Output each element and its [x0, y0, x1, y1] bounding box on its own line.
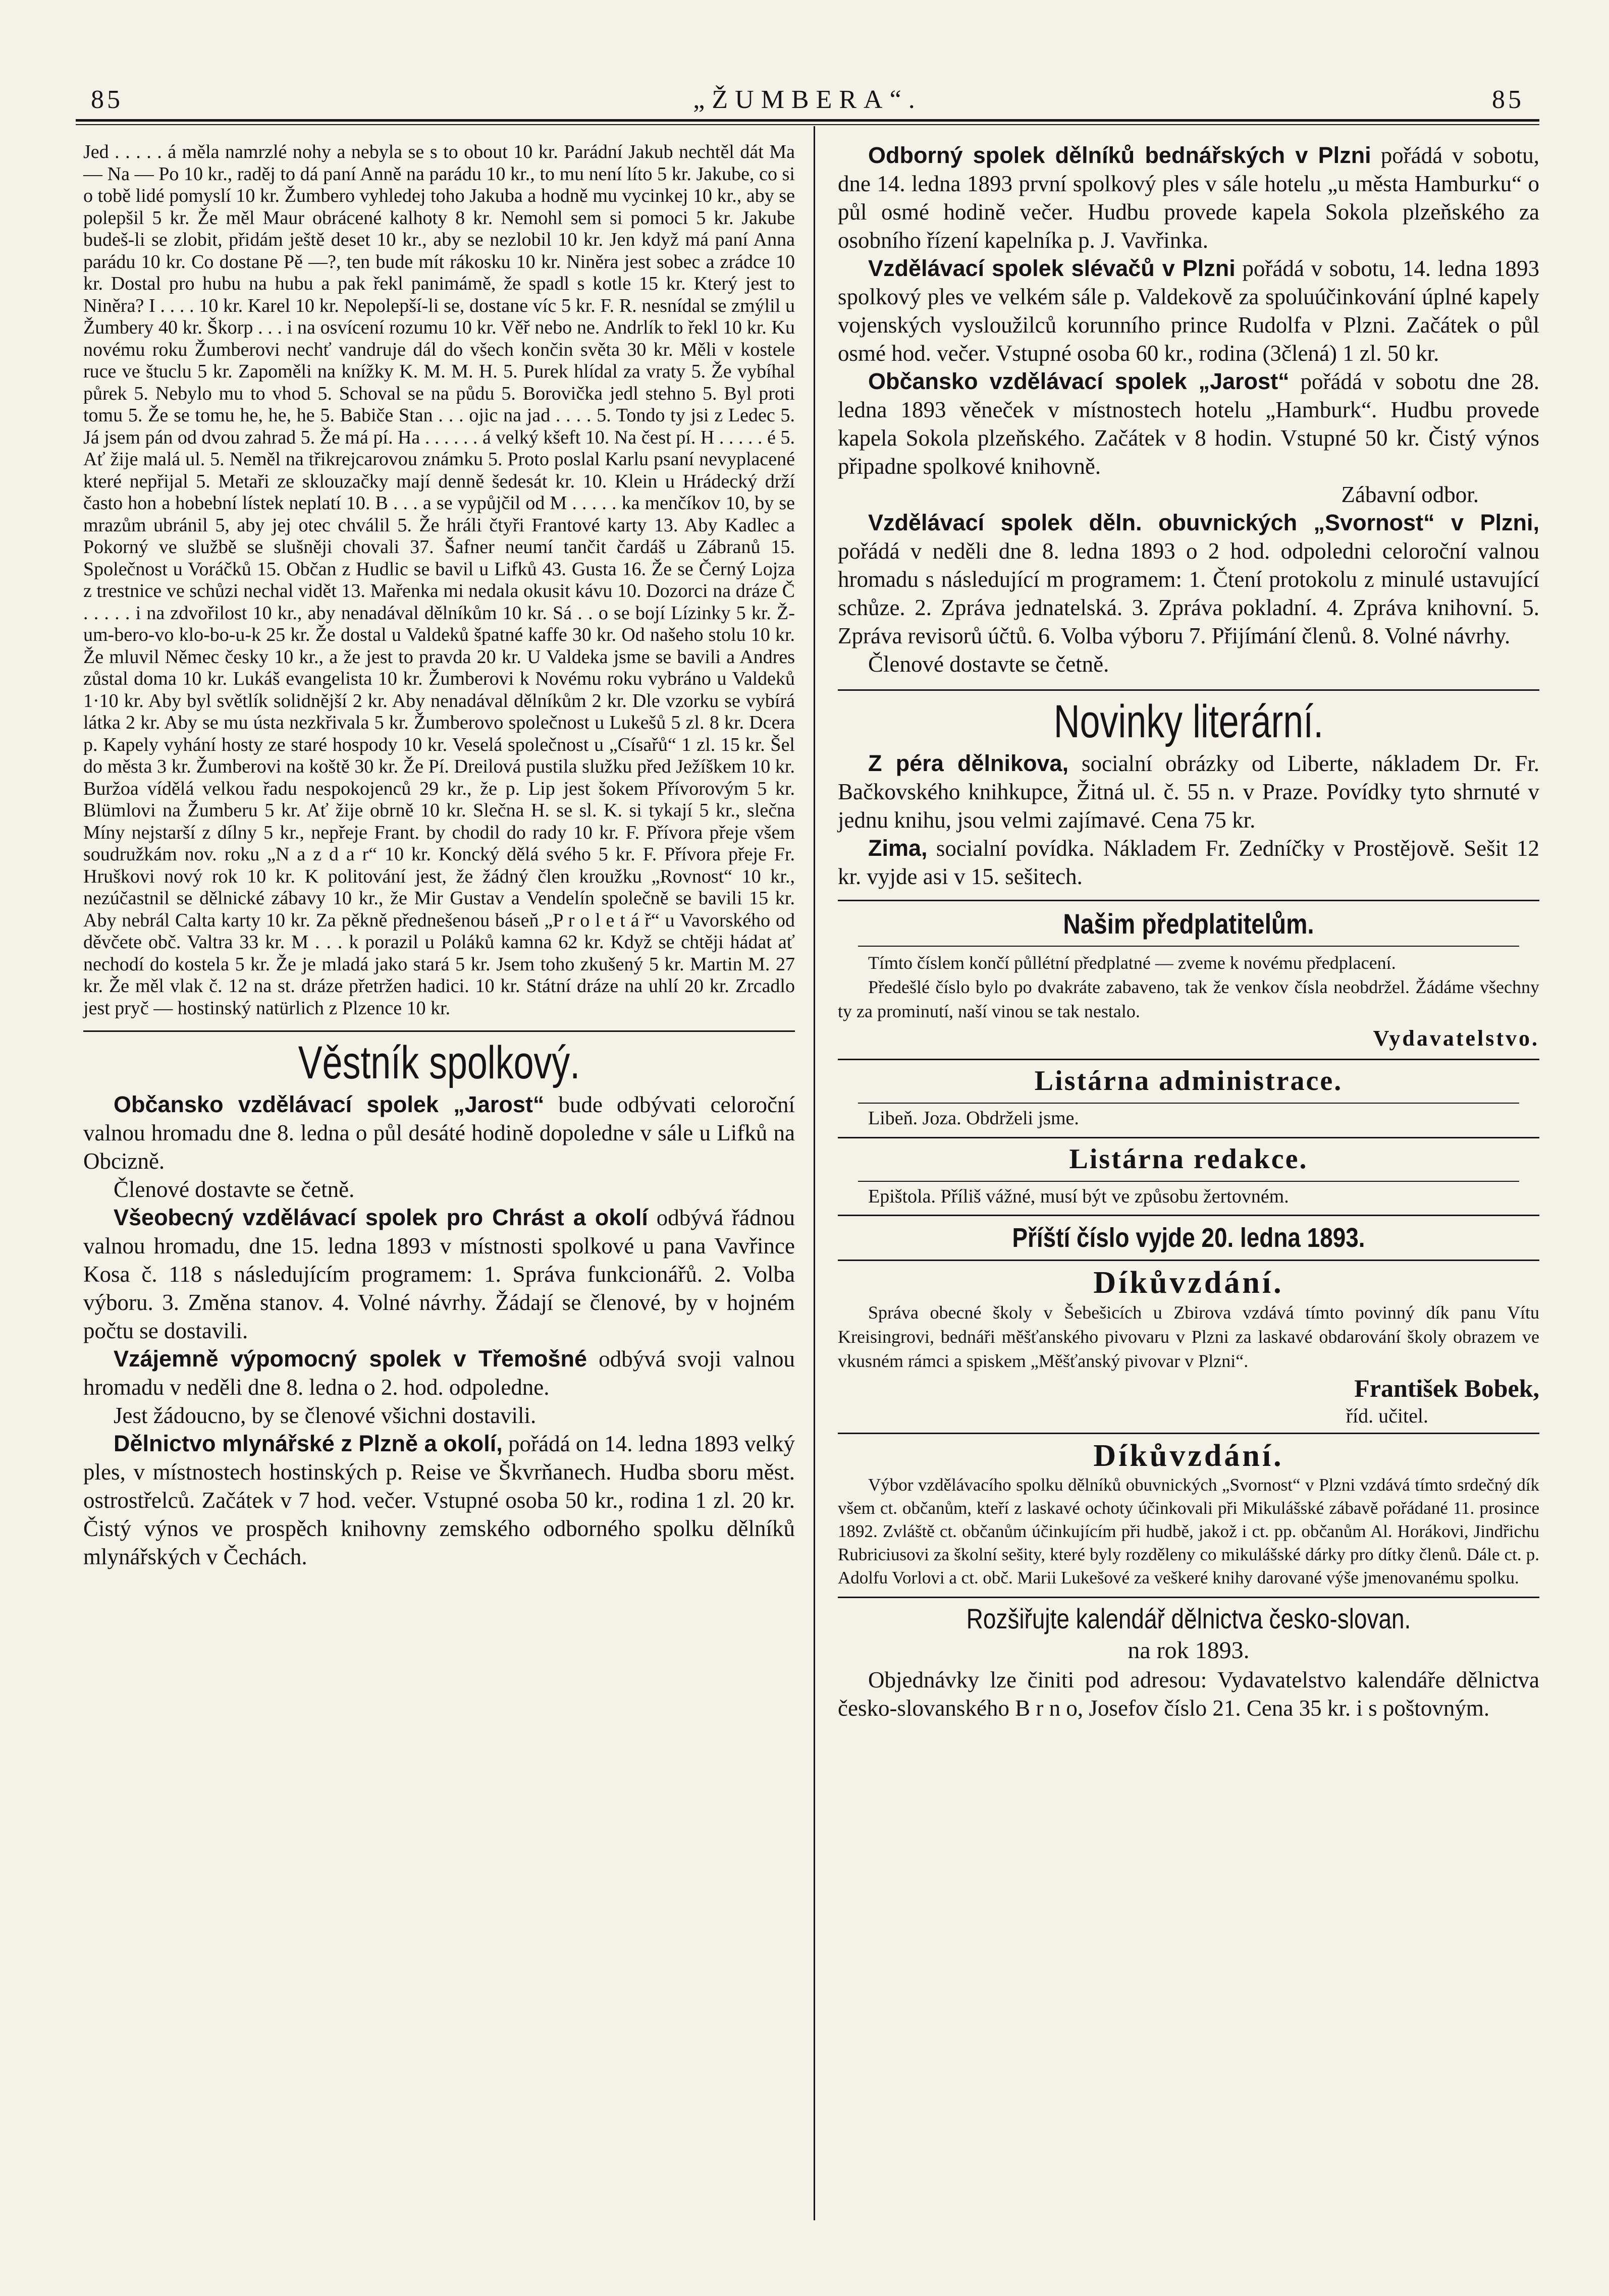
section-rule [838, 1215, 1539, 1216]
book-notice-1-title: Z péra dělnikova, [868, 750, 1069, 776]
calendar-ad-subtitle: na rok 1893. [1128, 1637, 1250, 1664]
book-notice-1 [838, 749, 1539, 834]
title-underline [858, 946, 1519, 947]
editorial-letters-text: Epištola. Příliš vážné, musí být ve způsobu žertovném. [868, 1185, 1289, 1207]
notice-tremosna-end: Jest žádoucno, by se členové všichni dostavili. [114, 1403, 537, 1428]
notice-chrast-name: Všeobecný vzdělávací spolek pro Chrást a okolí [114, 1205, 648, 1230]
notice-jarost-vinecek-name: Občansko vzdělávací spolek „Jarost“ [868, 368, 1290, 394]
section-rule [838, 1137, 1539, 1138]
section-rule [838, 689, 1539, 691]
vestnik-title: Věstník spolkový. [298, 1037, 580, 1088]
notice-jarost-name: Občansko vzdělávací spolek „Jarost“ [114, 1091, 545, 1117]
subscribers-title: Našim předplatitelům. [1063, 908, 1314, 940]
notice-bednari [838, 141, 1539, 254]
book-notice-2-text: socialní povídka. Nákladem Fr. Zedníčky v Prostějově. Sešit 12 kr. vyjde asi v 15. sešitech. [838, 836, 1539, 889]
notice-svornost-name: Vzdělávací spolek děln. obuvnických „Svornost“ v Plzni, [868, 510, 1539, 535]
notice-mlynari-text: pořádá on 14. ledna 1893 velký ples, v místnostech hostinských p. Reise ve Škvrňanech. Hudba sboru měst. ostrostřelců. Začátek v 7 hod. večer. Vstupné osoba 50 kr., rodina 1 zl. 20 kr. Čistý výnos ve prospěch knihovny zemského odborného spolku dělníků mlynářských v Čechách. [83, 1431, 795, 1569]
novinky-title: Novinky literární. [1053, 696, 1324, 747]
notice-jarost [83, 1090, 795, 1175]
notice-chrast-text: odbývá řádnou valnou hromadu, dne 15. ledna 1893 v místnosti spolkové u pana Vavřince Kosa č. 118 s následujícím programem: 1. Správa funkcionářů. 2. Volba výboru. 3. Změna stanov. 4. Volné návrhy. Žádají se členové, by v hojném počtu se dostavili. [83, 1205, 795, 1343]
notice-bednari-text: pořádá v sobotu, dne 14. ledna 1893 první spolkový ples v sále hotelu „u města Hamburku“ o půl osmé hodině večer. Hudbu provede kapela Sokola plzeňského za osobního řízení kapelníka p. J. Vavřinka. [838, 143, 1540, 253]
thanks-1-signature-title: říd. učitel. [1346, 1404, 1428, 1427]
administration-letters-title: Listárna administrace. [1034, 1065, 1343, 1097]
calendar-ad-title: Rozšiřujte kalendář dělnictva česko-slovan. [966, 1603, 1411, 1634]
section-rule [838, 900, 1539, 901]
left-column [83, 141, 795, 1571]
notice-mlynari-name: Dělnictvo mlynářské z Plzně a okolí, [114, 1431, 503, 1456]
thanks-1-title: Díkůvzdání. [1093, 1266, 1284, 1300]
notice-tremosna [83, 1345, 795, 1401]
notice-bednari-name: Odborný spolek dělníků bednářských v Plzni [868, 142, 1371, 168]
notice-slevaci [838, 254, 1539, 367]
notice-svornost-end: Členové dostavte se četně. [868, 651, 1109, 677]
notice-jarost-vinecek-sign: Zábavní odbor. [1341, 482, 1479, 507]
notice-slevaci-text: pořádá v sobotu, 14. ledna 1893 spolkový ples ve velkém sále p. Valdekově za spoluúčinkování úplné kapely vojenských vysloužilců korunního prince Rudolfa v Plzni. Začátek o půl osmé hod. večer. Vstupné osoba 60 kr., rodina (3člená) 1 zl. 50 kr. [838, 256, 1540, 366]
thanks-1-signature: František Bobek, [1354, 1374, 1539, 1402]
notice-mlynari [83, 1430, 795, 1571]
notice-slevaci-name: Vzdělávací spolek slévačů v Plzni [868, 255, 1236, 281]
editorial-letters-title: Listárna redakce. [1069, 1143, 1308, 1175]
thanks-2-title: Díkůvzdání. [1093, 1439, 1284, 1473]
notice-jarost-vinecek-text: pořádá v sobotu dne 28. ledna 1893 věneček v místnostech hotelu „Hamburk“. Hudbu provede kapela Sokola plzeňského. Začátek v 8 hodin. Vstupné 50 kr. Čistý výnos připadne spolkové knihovně. [838, 369, 1540, 479]
section-rule [838, 1260, 1539, 1261]
newspaper-title: „ŽUMBERA“. [693, 85, 922, 114]
publisher-signature: Vydavatelstvo. [1373, 1026, 1539, 1051]
title-underline [858, 1103, 1519, 1104]
notice-svornost [838, 509, 1539, 650]
section-rule [838, 1433, 1539, 1434]
title-underline [858, 1181, 1519, 1182]
book-notice-1-text: socialní obrázky od Liberte, nákladem Dr. Fr. Bačkovského knihkupce, Žitná ul. č. 55 n. v Praze. Povídky tyto shrnuté v jednu knihu, jsou velmi zajímavé. Cena 75 kr. [838, 751, 1539, 833]
notice-svornost-text: pořádá v neděli dne 8. ledna 1893 o 2 hod. odpoledni celoroční valnou hromadu s následující m programem: 1. Čtení protokolu z minulé ustavující schůze. 2. Zpráva jednatelská. 3. Zpráva pokladní. 4. Zpráva knihovní. 5. Zpráva revisorů účtů. 6. Volba výboru 7. Přijímání členů. 8. Volné návrhy. [838, 538, 1539, 648]
contributions-list: Jed . . . . . á měla namrzlé nohy a nebyla se s to obout 10 kr. Parádní Jakub nechtěl dát Ma — Na — Po 10 kr., raděj to dá paní Anně na parádu 10 kr., to mu není líto 5 kr. Jakube, co si o tobě lidé pomyslí 10 kr. Žumbero vyhledej toho Jakuba a hodně mu vycinkej 10 kr., aby se polepšil 5 kr. Že měl Maur obrácené kalhoty 8 kr. Nemohl sem si pomoci 5 kr. Jakube budeš-li se zlobit, přidám ještě deset 10 kr., aby se nezlobil 10 kr. Jen když má paní Anna parádu 10 kr. Co dostane Pě —?, ten bude mít rákosku 10 kr. Niněra jest sobec a zrádce 10 kr. Dostal pro hubu na hubu a pak řekl panimámě, že spadl s kotle 15 kr. Který jest to Niněra? I . . . . 10 kr. Karel 10 kr. Nepolepší-li se, dostane víc 5 kr. F. R. nesnídal se zmýlil u Žumbery 40 kr. Škorp . . . i na osvícení rozumu 10 kr. Věř nebo ne. Andrlík to řekl 10 kr. Ku novému roku Žumberovi nechť vandruje dál do všech končin světa 30 kr. Měli v kostele ruce ve štuclu 5 kr. Zapoměli na knížky K. M. M. H. 5. Purek hlídal za vraty 5. Že vybíhal půrek 5. Nebylo mu to vhod 5. Schoval se na půdu 5. Borovička jedl stehno 5. Byl proti tomu 5. Že se tomu he, he, he 5. Babiče Stan . . . ojic na jad . . . . 5. Tondo ty jsi z Ledec 5. Já jsem pán od dvou zahrad 5. Že má pí. Ha . . . . . . á velký kšeft 10. Na čest pí. H . . . . . é 5. Ať žije malá ul. 5. Neměl na třikrejcarovou známku 5. Proto poslal Karlu psaní nevyplacené které nepřijal 5. Metaři ze sklouzačky mají denně šedesát kr. 10. Klein u Hrádecký drží často hon a hobební lístek neplatí 10. B . . . a se vypůjčil od M . . . . . ka menčíkov 10, by se mrazům ubránil 5, aby jej otec chválil 5. Že hráli čtyři Frantové karty 13. Aby Kadlec a Pokorný ve službě se slušněji chovali 37. Šafner neumí tančit čardáš u Zábranů 15. Společnost u Voráčků 15. Občan z Hudlic se bavil u Lifků 43. Gusta 16. Že se Černý Lojza z trestnice ve schůzi nechal vidět 13. Mařenka mi nedala okusit kávu 10. Dozorci na dráze Č . . . . . i na zdvořilost 10 kr., aby nenadával dělníkům 10 kr. Sá . . o se bojí Lízinky 5 kr. Ž-um-bero-vo klo-bo-u-k 25 kr. Že dostal u Valdeků špatné kaffe 30 kr. Od našeho stolu 10 kr. Že mluvil Němec česky 10 kr., a že jest to pravda 20 kr. U Valdeka jsme se bavili a Andres zůstal doma 10 kr. Lukáš evangelista 10 kr. Žumberovi k Novému roku vybráno u Valdeků 1·10 kr. Aby byl světlík solidnější 2 kr. Aby nenadával dělníkům 2 kr. Dle vzorku se vybírá látka 2 kr. Aby se mu ústa nezkřivala 5 kr. Žumberovo společnost u Lukešů 5 zl. 8 kr. Dcera p. Kapely vyhání hosty ze staré hospody 10 kr. Veselá společnost u „Císařů“ 1 zl. 15 kr. Šel do města 3 kr. Žumberovi na koště 30 kr. Že Pí. Dreilová pustila služku před Ježíškem 10 kr. Buržoa vídělá velkou řadu nespokojenců 29 kr., že p. Lip jest šokem Přívorovým 5 kr. Blümlovi na Žumberu 5 kr. Ať žije obrně 10 kr. Slečna H. se sl. K. si tykají 5 kr., slečna Míny nejstarší z dílny 5 kr., nepřeje Frant. by chodil do rady 10 kr. F. Přívora přeje všem soudružkám nov. roku „N a z d a r“ 10 kr. Koncký dělá svého 5 kr. F. Přívora přeje Fr. Hruškovi nový rok 10 kr. K politování jest, že žádný člen kroužku „Rovnost“ 10 kr., nezúčastnil se dělnické zábavy 10 kr., že Mir Gustav a Vendelín společně se bavili 15 kr. Aby nebrál Calta karty 10 kr. Za pěkně přednešenou báseň „P r o l e t á ř“ u Vavorského od děvčete obč. Valtra 33 kr. M . . . k porazil u Poláků kamna 62 kr. Když se chtěji hádat ať nechodí do kostela 5 kr. Že je mladá jako stará 5 kr. Jsem toho zkušený 5 kr. Martin M. 27 kr. Že měl vlak č. 12 na st. dráze přetržen hadici. 10 kr. Státní dráze na uhlí 20 kr. Zrcadlo jest pryč — hostinský natürlich z Plzence 10 kr. [83, 141, 795, 1019]
page-header [76, 80, 1539, 115]
section-rule [838, 1597, 1539, 1598]
calendar-ad-text: Objednávky lze činiti pod adresou: Vydavatelstvo kalendáře dělnictva česko-slovanského B r n o, Josefov číslo 21. Cena 35 kr. i s poštovným. [838, 1667, 1539, 1721]
notice-jarost-end: Členové dostavte se četně. [114, 1177, 355, 1202]
right-column [838, 141, 1539, 1722]
notice-tremosna-text: odbývá svoji valnou hromadu v neděli dne 8. ledna o 2. hod. odpoledne. [83, 1346, 795, 1400]
thanks-2-text: Výbor vzdělávacího spolku dělníků obuvnických „Svornost“ v Plzni vzdává tímto srdečný dík všem ct. občanům, kteří z laskavé ochoty účinkovali při Mikulášské zábavě pořádané 11. prosince 1892. Zvláště ct. občanům účinkujícím při hudbě, jakož i ct. pp. občanům Al. Horákovi, Jindřichu Rubriciusovi za školní sešity, které byly rozděleny co mikulášské dárky pro dítky členů. Dále ct. p. Adolfu Vorlovi a ct. obč. Marii Lukešové za veškeré knihy darované výše jmenovanému spolku. [838, 1475, 1539, 1588]
section-rule [83, 1030, 795, 1032]
subscribers-text-2: Předešlé číslo bylo po dvakráte zabaveno, tak že venkov čísla neobdržel. Žádáme všechny ty za prominutí, naší vinou se tak nestalo. [838, 977, 1539, 1021]
book-notice-2-title: Zima, [868, 835, 928, 861]
notice-tremosna-name: Vzájemně výpomocný spolek v Třemošné [114, 1346, 587, 1372]
administration-letters-text: Libeň. Joza. Obdrželi jsme. [868, 1108, 1079, 1129]
subscribers-text-1: Tímto číslem končí půllétní předplatné — zveme k novému předplacení. [868, 953, 1396, 973]
header-rule [76, 119, 1539, 122]
thanks-1-text: Správa obecné školy v Šebešicích u Zbirova vzdává tímto povinný dík panu Vítu Kreisingrovi, bednáři měšťanského pivovaru v Plzni za laskavé obdarování školy obrazem ve vkusném rámci a spiskem „Měšťanský pivovar v Plzni“. [838, 1302, 1539, 1371]
header-rule-thin [76, 124, 1539, 125]
notice-jarost-text: bude odbývati celoroční valnou hromadu dne 8. ledna o půl desáté hodině dopoledne v sále u Lifků na Obcizně. [83, 1092, 795, 1174]
page-number-left: 85 [91, 85, 123, 114]
notice-chrast [83, 1204, 795, 1345]
notice-jarost-vinecek [838, 367, 1539, 480]
column-divider [814, 126, 815, 2220]
section-rule [838, 1059, 1539, 1060]
next-issue-notice: Příští číslo vyjde 20. ledna 1893. [1012, 1223, 1365, 1253]
page-number-right: 85 [1492, 85, 1524, 114]
book-notice-2 [838, 834, 1539, 891]
